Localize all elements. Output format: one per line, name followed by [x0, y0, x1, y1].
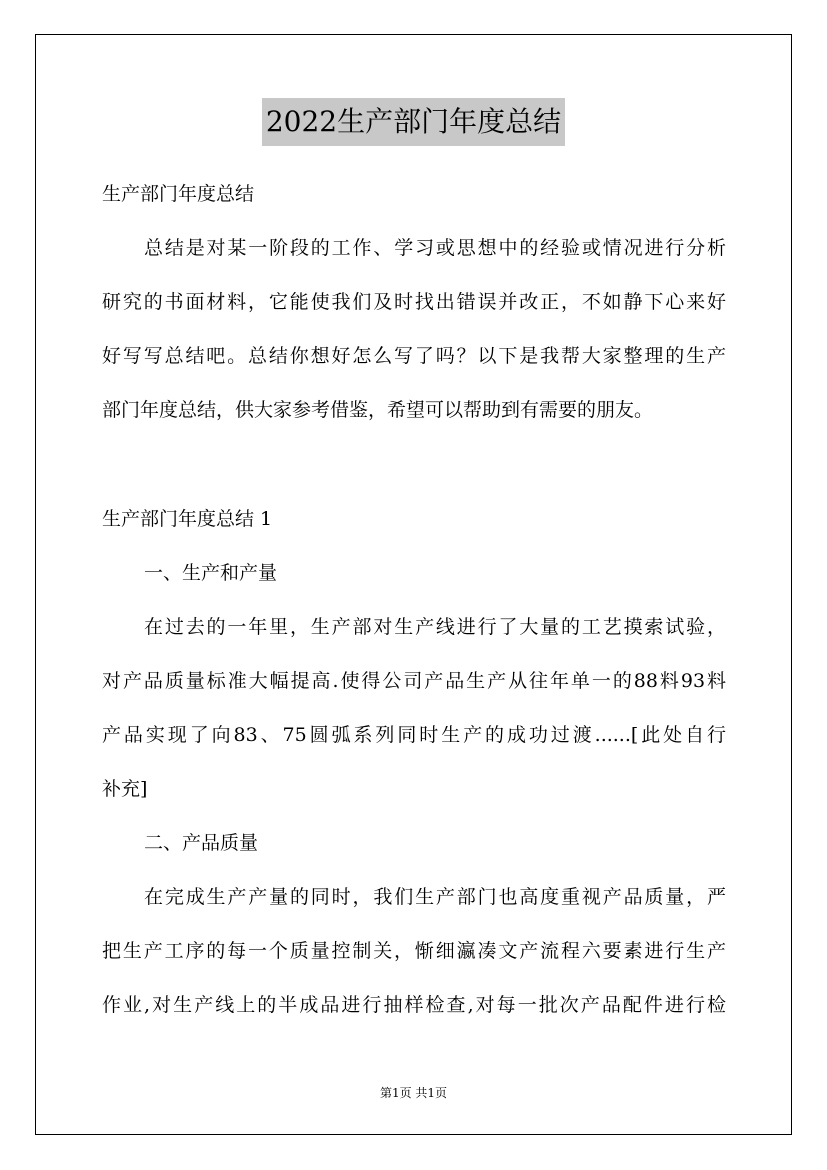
para1-line-1: 在过去的一年里，生产部对生产线进行了大量的工艺摸索试验，	[144, 616, 726, 638]
para1-line-4: 补充]	[102, 778, 148, 800]
para2-line-2: 把生产工序的每一个质量控制关，惭细瀛凑文产流程六要素进行生产	[102, 940, 726, 962]
section-title: 生产部门年度总结 1	[102, 508, 273, 530]
intro-line-1: 总结是对某一阶段的工作、学习或思想中的经验或情况进行分析	[144, 237, 726, 259]
heading-production: 一、生产和产量	[144, 562, 278, 584]
heading-quality: 二、产品质量	[144, 832, 259, 854]
intro-line-3: 好写写总结吧。总结你想好怎么写了吗？以下是我帮大家整理的生产	[102, 345, 726, 367]
document-title: 2022生产部门年度总结	[262, 98, 565, 146]
document-title-wrap	[0, 98, 827, 146]
intro-line-4: 部门年度总结，供大家参考借鉴，希望可以帮助到有需要的朋友。	[102, 399, 654, 421]
intro-line-2: 研究的书面材料，它能使我们及时找出错误并改正，不如静下心来好	[102, 291, 726, 313]
para2-line-1: 在完成生产产量的同时，我们生产部门也高度重视产品质量，严	[144, 886, 726, 908]
para1-line-2: 对产品质量标准大幅提高.使得公司产品生产从往年单一的88料93料	[102, 670, 726, 692]
para1-line-3: 产品实现了向83、75圆弧系列同时生产的成功过渡......[此处自行	[102, 724, 726, 746]
page-footer: 第1页 共1页	[379, 1086, 448, 1100]
para2-line-3: 作业,对生产线上的半成品进行抽样检查,对每一批次产品配件进行检	[102, 994, 726, 1016]
document-subtitle: 生产部门年度总结	[102, 183, 255, 205]
